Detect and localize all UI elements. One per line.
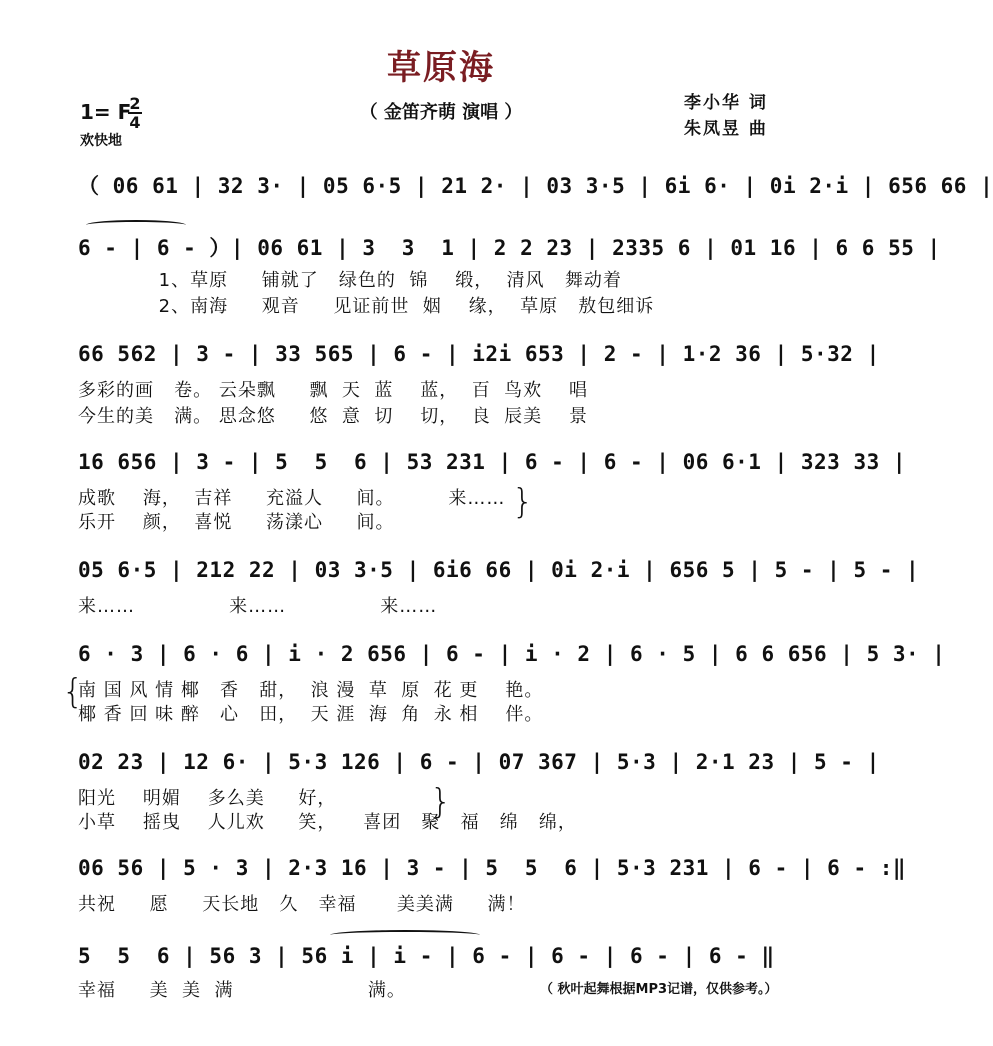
footnote: （ 秋叶起舞根据MP3记谱，仅供参考。） bbox=[540, 982, 778, 997]
brace: } bbox=[512, 482, 534, 522]
brace: } bbox=[430, 782, 452, 822]
notation-row: 6 · 3 | 6 · 6 | i · 2 656 | 6 - | i · 2 | 6 · 5 | 6 6 656 | 5 3· | bbox=[78, 642, 946, 666]
notation-row: 66 562 | 3 - | 33 565 | 6 - | i2i 653 | 2 - | 1·2 36 | 5·32 | bbox=[78, 342, 880, 366]
lyric-line: 多彩的画 卷。 云朵飘 飘 天 蓝 蓝， 百 鸟欢 唱 bbox=[78, 380, 589, 401]
lyric-line: 来…… 来…… 来…… bbox=[78, 596, 438, 617]
lyric-line: 1、草原 铺就了 绿色的 锦 缎， 清风 舞动着 bbox=[78, 270, 622, 291]
notation-row: 06 56 | 5 · 3 | 2·3 16 | 3 - | 5 5 6 | 5·3 231 | 6 - | 6 - :‖ bbox=[78, 856, 907, 880]
lyricist-credit: 李小华 词 bbox=[684, 93, 768, 113]
slur bbox=[330, 930, 480, 940]
lyric-line: 共祝 愿 天长地 久 幸福 美美满 满！ bbox=[78, 894, 526, 915]
page-title: 草原海 bbox=[387, 48, 495, 88]
notation-row: 02 23 | 12 6· | 5·3 126 | 6 - | 07 367 | 5·3 | 2·1 23 | 5 - | bbox=[78, 750, 880, 774]
notation-row: 05 6·5 | 212 22 | 03 3·5 | 6i6 66 | 0i 2·i | 656 5 | 5 - | 5 - | bbox=[78, 558, 920, 582]
lyric-line: 成歌 海， 吉祥 充溢人 间。 来…… bbox=[78, 488, 506, 509]
time-signature bbox=[128, 96, 142, 130]
lyric-line: 今生的美 满。 思念悠 悠 意 切 切， 良 辰美 景 bbox=[78, 406, 589, 427]
brace: { bbox=[62, 672, 84, 712]
lyric-line: 南 国 风 情 椰 香 甜， 浪 漫 草 原 花 更 艳。 bbox=[78, 680, 544, 701]
tempo-marking: 欢快地 bbox=[80, 133, 122, 149]
composer-credit: 朱凤昱 曲 bbox=[684, 119, 768, 139]
lyric-line: 椰 香 回 味 醉 心 田， 天 涯 海 角 永 相 伴。 bbox=[78, 704, 544, 725]
key-signature: 1= F bbox=[80, 100, 132, 124]
lyric-line: 幸福 美 美 满 满。 bbox=[78, 980, 406, 1001]
lyric-line: 乐开 颜， 喜悦 荡漾心 间。 bbox=[78, 512, 395, 533]
slur bbox=[86, 220, 186, 230]
lyric-line: 阳光 明媚 多么美 好， bbox=[78, 788, 337, 809]
notation-row: 16 656 | 3 - | 5 5 6 | 53 231 | 6 - | 6 - | 06 6·1 | 323 33 | bbox=[78, 450, 907, 474]
time-top: 2 bbox=[129, 94, 141, 113]
performer-line: （ 金笛齐萌 演唱 ） bbox=[359, 102, 523, 123]
time-bottom: 4 bbox=[129, 113, 141, 132]
lyric-line: 2、南海 观音 见证前世 姻 缘， 草原 敖包细诉 bbox=[78, 296, 655, 317]
lyric-line: 小草 摇曳 人儿欢 笑， 喜团 聚 福 绵 绵， bbox=[78, 812, 577, 833]
notation-row: （ 06 61 | 32 3· | 05 6·5 | 21 2· | 03 3·5 | 6i 6· | 0i 2·i | 656 66 | bbox=[78, 174, 993, 198]
notation-row: 6 - | 6 - ）| 06 61 | 3 3 1 | 2 2 23 | 2335 6 | 01 16 | 6 6 55 | bbox=[78, 236, 941, 260]
notation-row: 5 5 6 | 56 3 | 56 i | i - | 6 - | 6 - | 6 - | 6 - ‖ bbox=[78, 944, 775, 968]
